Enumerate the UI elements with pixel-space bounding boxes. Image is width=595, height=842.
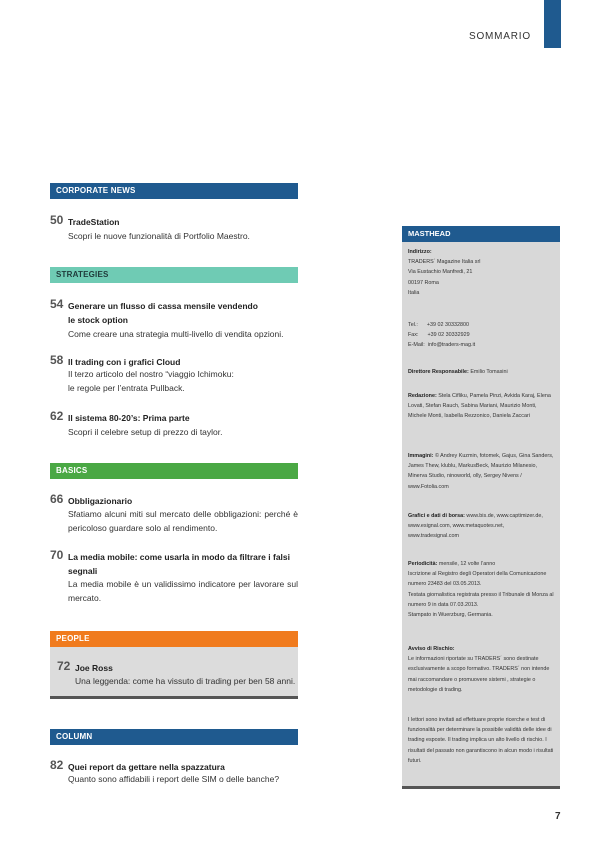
address-line: Italia: [408, 289, 420, 296]
masthead-address: [408, 247, 556, 298]
toc-entry[interactable]: [50, 353, 298, 397]
entry-page-number: 58: [50, 353, 64, 367]
editorial-label: Redazione:: [408, 393, 437, 399]
entry-page-number: 50: [50, 213, 64, 227]
section-header-people: PEOPLE: [50, 631, 298, 647]
entry-title: TradeStation: [68, 216, 120, 227]
entry-page-number: 82: [50, 758, 64, 772]
phone: Tel.: +39 02 30332800: [408, 322, 469, 328]
section-header-basics: BASICS: [50, 463, 298, 479]
entry-title: Il sistema 80-20’s: Prima parte: [68, 412, 190, 423]
toc-entry[interactable]: [50, 492, 298, 536]
entry-title-line-2: le stock option: [68, 314, 128, 325]
charts-sources: www.bis.de, www.captimizer.de, www.esignal.com, www.metaquotes.net, www.tradesignal.com: [408, 513, 543, 540]
entry-description: Una leggenda: come ha vissuto di trading per ben 58 anni.: [75, 676, 296, 686]
director-name: Emilio Tomasini: [470, 369, 508, 375]
periodicity-value: mensile, 12 volte l’anno: [438, 561, 496, 567]
section-title: SOMMARIO: [469, 31, 531, 42]
risk-text: Le informazioni riportate su TRADERS´ sono destinate esclusivamente a scopo formativo. TRADERS´ non intende mai raccomandare o promuovere sistemi , strategie o metodologie di trading.: [408, 656, 550, 693]
toc-entry[interactable]: [57, 659, 305, 691]
email[interactable]: E-Mail: info@traders-mag.it: [408, 342, 476, 349]
masthead-contacts: [408, 320, 556, 351]
entry-title: Obbligazionario: [68, 495, 133, 506]
section-header-strategies: STRATEGIES: [50, 267, 298, 283]
entry-description: Come creare una strategia multi-livello di vendita opzioni.: [68, 329, 284, 339]
address-line: Via Eustachio Manfredi, 21: [408, 269, 473, 276]
masthead-risk: [408, 644, 556, 695]
periodicity-label: Periodicità:: [408, 561, 438, 567]
page-number: 7: [555, 811, 561, 822]
entry-page-number: 70: [50, 548, 64, 562]
printed-in: Stampato in Wuerzburg, Germania.: [408, 612, 493, 619]
toc-entry[interactable]: [50, 548, 298, 606]
address-line: 00197 Roma: [408, 279, 439, 286]
entry-page-number: 66: [50, 492, 64, 506]
entry-description: Scopri il celebre setup di prezzo di taylor.: [68, 427, 223, 437]
masthead-images: [408, 451, 556, 492]
toc-entry[interactable]: [50, 213, 298, 243]
entry-title: Il trading con i grafici Cloud: [68, 356, 181, 367]
masthead-director: [408, 367, 556, 377]
entry-title: Generare un flusso di cassa mensile vendendo: [68, 300, 258, 311]
section-header-column: COLUMN: [50, 729, 298, 745]
images-label: Immagini:: [408, 453, 434, 459]
entry-description-line-2: le regole per l’entrata Pullback.: [68, 383, 185, 393]
entry-page-number: 54: [50, 297, 64, 311]
toc-entry[interactable]: [50, 297, 298, 341]
risk-label: Avviso di Rischio:: [408, 646, 455, 652]
entry-title: Joe Ross: [75, 662, 113, 673]
entry-description: Sfatiamo alcuni miti sul mercato delle obbligazioni: perché è pericoloso guardare solo al rendimento.: [68, 509, 298, 533]
images-credits: © Andrey Kuzmin, fotomek, Gajus, Gina Sanders, James Thew, klublu, MarkusBeck, Maurizio Milanesio, Minerva Studio, ninoworld, olly, Sergey Nivens / www.Fotolia.com: [408, 453, 554, 490]
toc-entry[interactable]: [50, 758, 298, 788]
masthead-editorial: [408, 391, 556, 422]
masthead-periodicity: [408, 559, 556, 620]
readers-text: I lettori sono invitati ad effettuare proprie ricerche e test di funzionalità per determinare la possibile validità delle idee di trading esposte. Il trading implica un alto livello di rischio. I risultati del passato non garantiscono in alcun modo i risultati futuri.: [408, 717, 554, 764]
entry-title: La media mobile: come usarla in modo da filtrare i falsi: [68, 551, 291, 562]
section-header-corporate-news: CORPORATE NEWS: [50, 183, 298, 199]
address-label: Indirizzo:: [408, 249, 432, 255]
masthead-charts: [408, 511, 556, 542]
entry-description: Quanto sono affidabili i report delle SIM o delle banche?: [68, 774, 280, 784]
fax: Fax: +39 02 30332929: [408, 332, 470, 339]
entry-page-number: 62: [50, 409, 64, 423]
entry-description: Scopri le nuove funzionalità di Portfolio Maestro.: [68, 231, 250, 241]
entry-description: Il terzo articolo del nostro “viaggio Ichimoku:: [68, 369, 234, 379]
address-line: TRADERS´ Magazine Italia srl: [408, 259, 481, 266]
charts-label: Grafici e dati di borsa:: [408, 513, 465, 519]
director-label: Direttore Responsabile:: [408, 369, 469, 375]
masthead-box: [402, 226, 560, 789]
masthead-header: MASTHEAD: [402, 226, 560, 242]
entry-title: Quei report da gettare nella spazzatura: [68, 761, 225, 772]
entry-title-line-2: segnali: [68, 565, 98, 576]
masthead-readers-note: [408, 715, 556, 766]
publication-note: Testata giornalistica registrata presso il Tribunale di Monza al numero 9 in data 07.03.2013.: [408, 591, 554, 608]
entry-description: La media mobile è un validissimo indicatore per lavorare sul mercato.: [68, 579, 298, 603]
header-accent-bar: [544, 0, 561, 48]
toc-entry[interactable]: [50, 409, 298, 439]
editorial-staff: Stela Cifliku, Pamela Pinzi, Avkida Karaj, Elena Lovati, Stefan Rauch, Sabina Mariani, Maurizio Monti, Michele Monti, Isabella Rezzonico, Daniela Zaccari: [408, 393, 551, 420]
registry-note: Iscrizione al Registro degli Operatori della Comunicazione numero 23483 del 03.05.2013.: [408, 571, 547, 588]
entry-page-number: 72: [57, 659, 71, 673]
